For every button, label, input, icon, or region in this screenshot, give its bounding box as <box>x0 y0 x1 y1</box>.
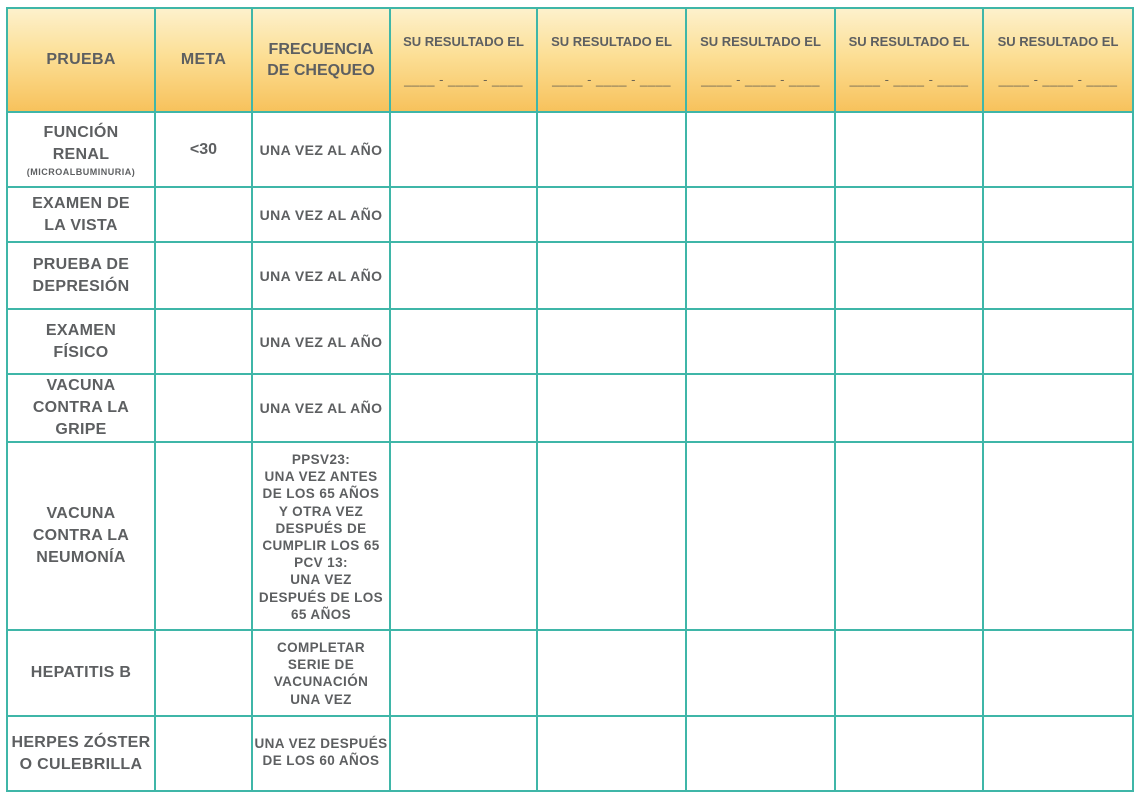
result-entry-cell-4[interactable] <box>835 374 983 442</box>
frequency-line: UNA VEZ DESPUÉS <box>254 736 388 751</box>
frequency-line: SERIE DE <box>287 657 355 673</box>
frequency-line: DE LOS 65 AÑOS <box>262 486 380 502</box>
frequency-line: UNA VEZ AL AÑO <box>259 267 383 284</box>
result-entry-cell-5[interactable] <box>983 112 1133 187</box>
test-name-line: EXAMEN <box>45 321 117 339</box>
test-cell <box>7 630 155 716</box>
header-result-label: SU RESULTADO EL <box>848 33 970 49</box>
test-name-line: FÍSICO <box>53 343 109 361</box>
table-row <box>7 112 1133 187</box>
header-frequency <box>252 8 390 112</box>
result-entry-cell-4[interactable] <box>835 442 983 630</box>
goal-cell <box>155 630 252 716</box>
test-name-line: HEPATITIS B <box>30 664 132 681</box>
table-row <box>7 630 1133 716</box>
frequency-cell <box>252 716 390 791</box>
test-name-line: FUNCIÓN <box>43 123 119 141</box>
header-result-date: ____ - ____ - ____ <box>404 71 523 87</box>
header-result-2 <box>537 8 686 112</box>
result-entry-cell-1[interactable] <box>390 242 537 309</box>
frequency-cell <box>252 442 390 630</box>
header-result-5 <box>983 8 1133 112</box>
result-entry-cell-1[interactable] <box>390 187 537 242</box>
header-result-4 <box>835 8 983 112</box>
result-entry-cell-1[interactable] <box>390 716 537 791</box>
result-entry-cell-4[interactable] <box>835 112 983 187</box>
test-name-line: NEUMONÍA <box>36 549 126 566</box>
header-goal: META <box>155 8 252 112</box>
goal-cell <box>155 242 252 309</box>
frequency-cell <box>252 630 390 716</box>
test-cell <box>7 374 155 442</box>
test-name-line: CONTRA LA GRIPE <box>32 399 130 438</box>
frequency-line: UNA VEZ AL AÑO <box>259 141 383 158</box>
goal-cell <box>155 716 252 791</box>
table-row <box>7 242 1133 309</box>
result-entry-cell-1[interactable] <box>390 112 537 187</box>
goal-cell <box>155 442 252 630</box>
result-entry-cell-3[interactable] <box>686 442 835 630</box>
table-row <box>7 309 1133 374</box>
goal-cell <box>155 187 252 242</box>
test-cell <box>7 187 155 242</box>
header-result-label: SU RESULTADO EL <box>551 33 672 49</box>
header-result-label: SU RESULTADO EL <box>997 33 1119 49</box>
frequency-line: UNA VEZ <box>290 691 352 707</box>
frequency-line: Y OTRA VEZ <box>278 503 364 519</box>
result-entry-cell-4[interactable] <box>835 187 983 242</box>
test-cell <box>7 242 155 309</box>
header-result-label: SU RESULTADO EL <box>403 33 524 49</box>
result-entry-cell-2[interactable] <box>537 442 686 630</box>
result-entry-cell-3[interactable] <box>686 630 835 716</box>
header-result-date: ____ - ____ - ____ <box>998 71 1118 87</box>
test-cell <box>7 112 155 187</box>
result-entry-cell-4[interactable] <box>835 630 983 716</box>
result-entry-cell-1[interactable] <box>390 630 537 716</box>
test-name-line: DEPRESIÓN <box>32 277 130 295</box>
header-result-date: ____ - ____ - ____ <box>552 71 671 87</box>
result-entry-cell-4[interactable] <box>835 242 983 309</box>
result-entry-cell-2[interactable] <box>537 374 686 442</box>
header-result-date: ____ - ____ - ____ <box>701 71 820 87</box>
test-cell <box>7 442 155 630</box>
test-name-line: LA VISTA <box>44 216 118 234</box>
header-result-1 <box>390 8 537 112</box>
frequency-line: DESPUÉS DE LOS <box>258 589 384 605</box>
frequency-line: 65 AÑOS <box>290 606 352 622</box>
result-entry-cell-3[interactable] <box>686 112 835 187</box>
header-frequency-line1: FRECUENCIA <box>268 41 374 58</box>
frequency-line: UNA VEZ <box>290 572 352 588</box>
header-result-3 <box>686 8 835 112</box>
result-entry-cell-5[interactable] <box>983 442 1133 630</box>
frequency-cell <box>252 112 390 187</box>
goal-cell <box>155 374 252 442</box>
frequency-cell <box>252 309 390 374</box>
result-entry-cell-3[interactable] <box>686 716 835 791</box>
frequency-cell <box>252 374 390 442</box>
result-entry-cell-2[interactable] <box>537 242 686 309</box>
test-name-line: CONTRA LA <box>32 527 130 544</box>
frequency-line: CUMPLIR LOS 65 <box>262 538 380 554</box>
header-result-date: ____ - ____ - ____ <box>849 71 969 87</box>
result-entry-cell-3[interactable] <box>686 309 835 374</box>
result-entry-cell-2[interactable] <box>537 716 686 791</box>
test-name-line: VACUNA <box>46 377 116 394</box>
table-row <box>7 187 1133 242</box>
result-entry-cell-5[interactable] <box>983 242 1133 309</box>
result-entry-cell-4[interactable] <box>835 716 983 791</box>
goal-cell: <30 <box>155 112 252 187</box>
result-entry-cell-5[interactable] <box>983 374 1133 442</box>
frequency-line: DE LOS 60 AÑOS <box>262 753 380 769</box>
header-row <box>7 8 1133 112</box>
test-name-line: VACUNA <box>46 505 116 522</box>
result-entry-cell-3[interactable] <box>686 187 835 242</box>
test-name-line: RENAL <box>52 145 110 163</box>
result-entry-cell-3[interactable] <box>686 242 835 309</box>
result-entry-cell-5[interactable] <box>983 309 1133 374</box>
result-entry-cell-5[interactable] <box>983 630 1133 716</box>
result-entry-cell-1[interactable] <box>390 309 537 374</box>
result-entry-cell-2[interactable] <box>537 630 686 716</box>
test-cell <box>7 309 155 374</box>
frequency-cell <box>252 187 390 242</box>
test-name-line: O CULEBRILLA <box>19 755 143 773</box>
frequency-line: VACUNACIÓN <box>273 674 369 690</box>
header-result-label: SU RESULTADO EL <box>700 33 821 49</box>
header-frequency-line2: DE CHEQUEO <box>267 62 375 79</box>
result-entry-cell-1[interactable] <box>390 442 537 630</box>
frequency-line: DESPUÉS DE <box>275 520 367 536</box>
result-entry-cell-4[interactable] <box>835 309 983 374</box>
frequency-line: COMPLETAR <box>276 640 366 655</box>
frequency-line: PCV 13: <box>294 555 348 571</box>
frequency-line: PPSV23: <box>291 452 351 467</box>
table-row <box>7 442 1133 630</box>
frequency-line: UNA VEZ AL AÑO <box>259 400 383 416</box>
result-entry-cell-2[interactable] <box>537 187 686 242</box>
result-entry-cell-5[interactable] <box>983 187 1133 242</box>
frequency-line: UNA VEZ AL AÑO <box>259 206 383 223</box>
frequency-line: UNA VEZ ANTES <box>264 469 378 485</box>
result-entry-cell-2[interactable] <box>537 112 686 187</box>
table-row <box>7 374 1133 442</box>
goal-cell <box>155 309 252 374</box>
result-entry-cell-1[interactable] <box>390 374 537 442</box>
frequency-line: UNA VEZ AL AÑO <box>259 333 383 350</box>
result-entry-cell-5[interactable] <box>983 716 1133 791</box>
table-body <box>7 112 1133 791</box>
test-name-line: PRUEBA DE <box>32 255 130 273</box>
result-entry-cell-3[interactable] <box>686 374 835 442</box>
table-row <box>7 716 1133 791</box>
health-tracking-table <box>6 7 1134 792</box>
header-test: PRUEBA <box>7 8 155 112</box>
result-entry-cell-2[interactable] <box>537 309 686 374</box>
test-cell <box>7 716 155 791</box>
test-name-line: EXAMEN DE <box>32 194 130 212</box>
test-subtitle: (MICROALBUMINURIA) <box>26 166 136 177</box>
test-name-line: HERPES ZÓSTER <box>11 733 151 751</box>
frequency-cell <box>252 242 390 309</box>
